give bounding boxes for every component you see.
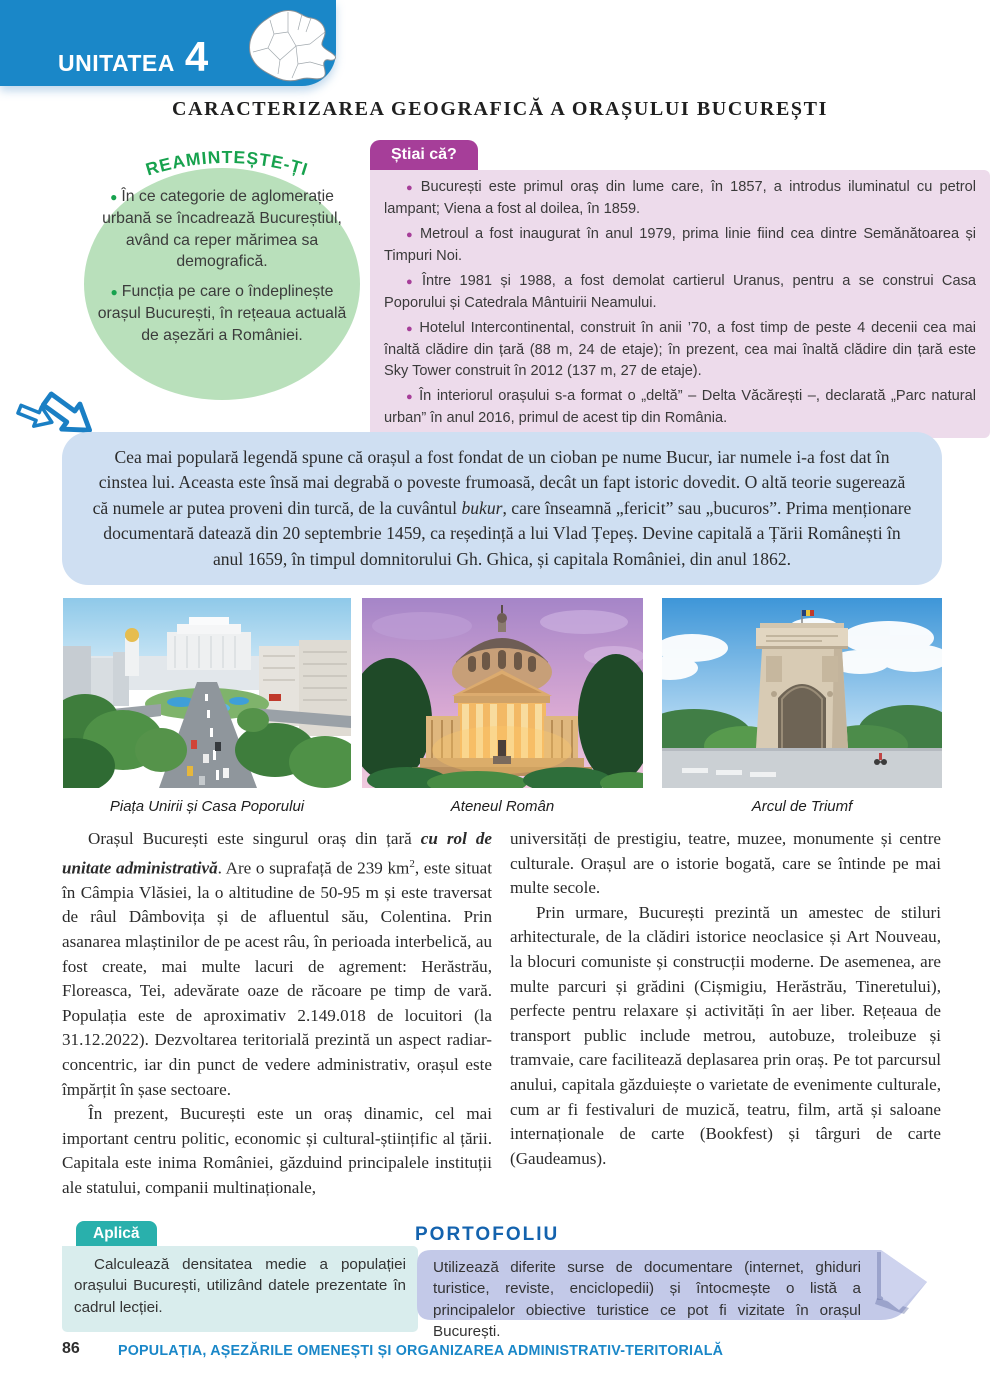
unit-title — [58, 33, 209, 80]
photo-arcul-de-triumf — [662, 598, 942, 788]
page-title: CARACTERIZAREA GEOGRAFICĂ A ORAȘULUI BUCUREȘTI — [172, 98, 828, 120]
portfolio-heading: PORTOFOLIU — [415, 1224, 560, 1245]
did-you-know-item: ● București este primul oraș din lume care, în 1857, a introdus iluminatul cu petrol lampant; Viena a fost al doilea, în 1859. — [384, 179, 976, 217]
apply-text: Calculează densitatea medie a populației orașului București, utilizând datele prezentate în cadrul lecției. — [74, 1256, 406, 1316]
romania-map-icon — [240, 4, 340, 88]
photo-piata-unirii — [63, 598, 351, 788]
paragraph-intro: Orașul București este singurul oraș din țară cu rol de unitate administrativă. Are o suprafață de 239 $km^2$, este situat în Câmpia Vlăsiei, la o altitudine de 50-95 m și este traversat de râul Dâmbovița și de afluentul său, Colentina. Prin asanarea mlaștinilor de pe acest râu, în perioada interbelică, au fost create, mai multe lacuri de agrement: Herăstrău, Floreasca, Tei, adevărate oaze de răcoare pe timp de vară. Populația este de aproximativ 2.149.018 de locuitori (la 31.12.2022). Dezvoltarea teritorială prezintă un aspect radiar-concentric, iar din punct de vedere administrativ, orașul este împărțit în șase sectoare. — [62, 829, 492, 1099]
paragraph: Prin urmare, București prezintă un amestec de stiluri arhitecturale, de la clădiri istorice neoclasice și Art Nouveau, la blocuri comuniste și construcții moderne. De asemenea, are multe parcuri și grădini (Cișmigiu, Herăstrău, Tineretului), perfecte pentru relaxare și activități în aer liber. Rețeaua de transport public include metrou, autobuze, troleibuze și tramvaie, care facilitează deplasarea prin oraș. Pe tot parcursul anului, capitala găzduiește o varietate de evenimente culturale, cum ar fi festivaluri de muzică, teatru, film, artă și saloane internaționale de carte (Bookfest) și târguri de carte (Gaudeamus). — [510, 902, 941, 1168]
photo-caption: Piața Unirii și Casa Poporului — [109, 798, 305, 815]
apply-panel — [62, 1246, 418, 1332]
remember-item: ● Funcția pe care o îndeplinește orașul București, în rețeaua actuală de așezări a României. — [97, 283, 347, 344]
remember-title: REAMINTEȘTE-ȚI — [143, 146, 311, 180]
legend-text: Cea mai populară legendă spune că orașul a fost fondat de un cioban pe nume Bucur, iar numele i-a fost dat în cinstea lui. Aceasta este însă mai degrabă o poveste frumoasă, decât un fapt istoric dovedit. O altă teorie sugerează că numele ar putea proveni din turcă, de la cuvântul bukur, care înseamnă „fericit” sau „bucuros”. Prima menționare documentară datează din 20 septembrie 1459, ca reședință a lui Vlad Țepeș. Devine capitală a Țării Românești în anul 1659, în timpul domnitorului Gh. Ghica, și capitala României, din anul 1862. — [92, 446, 912, 569]
photo-caption: Ateneul Român — [450, 798, 555, 815]
footer-page-number: 86 — [62, 1340, 80, 1357]
article-column-left — [62, 827, 492, 1201]
apply-tab: Aplică — [76, 1221, 157, 1246]
bullet-icon: ● — [406, 182, 416, 194]
unit-label: UNITATEA — [58, 50, 175, 76]
bullet-icon: ● — [406, 276, 417, 288]
footer-chapter-title: POPULAȚIA, AȘEZĂRILE OMENEȘTI ȘI ORGANIZAREA ADMINISTRATIV-TERITORIALĂ — [118, 1343, 724, 1359]
bullet-icon: ● — [406, 229, 415, 241]
remember-list — [96, 186, 348, 355]
svg-text:REAMINTEȘTE-ȚI — [143, 147, 310, 180]
bullet-icon: ● — [110, 190, 118, 204]
unit-banner — [0, 0, 336, 86]
did-you-know-item: ● Metroul a fost inaugurat în anul 1979, prima linie fiind cea dintre Semănătoarea și Timpuri Noi. — [384, 226, 976, 264]
bullet-icon: ● — [406, 391, 415, 403]
did-you-know-item: ● În interiorul orașului s-a format o „deltă” – Delta Văcărești –, declarată „Parc natural urban” în anul 2016, primul de acest tip din România. — [384, 388, 976, 426]
paragraph: În prezent, București este un oraș dinamic, cel mai important centru politic, economic și cultural-științific al țării. Capitala este inima României, găzduind principalele instituții ale statului, companii multinaționale, — [62, 1104, 492, 1197]
portfolio-text: Utilizează diferite surse de documentare (internet, ghiduri turistice, reviste, enciclopedii) și întocmește o listă a principalelor obiective turistice ce pot fi vizitate în orașul București. — [433, 1259, 861, 1341]
article-column-right — [510, 827, 941, 1171]
photo-ateneul-roman — [362, 598, 643, 788]
bullet-icon: ● — [406, 323, 415, 335]
did-you-know-panel — [370, 170, 990, 438]
did-you-know-item: ● Hotelul Intercontinental, construit în anii ’70, a fost timp de peste 4 decenii cea mai înaltă clădire din țară (88 m, 24 de etaje); în prezent, cea mai înaltă clădire din țară este Sky Tower construit în 2012 (137 m, 27 de etaje). — [384, 320, 976, 379]
legend-callout — [62, 432, 942, 585]
remember-item: ● În ce categorie de aglomerație urbană se încadrează Bucureștiul, având ca reper mărimea sa demografică. — [102, 188, 342, 270]
photo-caption: Arcul de Triumf — [751, 798, 853, 815]
did-you-know-tab: Știai că? — [370, 140, 478, 170]
bullet-icon: ● — [110, 285, 118, 300]
paragraph-continuation: universități de prestigiu, teatre, muzee, monumente și centre culturale. Orașul are o istorie bogată, care se întinde pe mai multe secole. — [510, 829, 941, 898]
did-you-know-item: ● Între 1981 și 1988, a fost demolat cartierul Uranus, pentru a se construi Casa Poporului și Catedrala Mântuirii Neamului. — [384, 273, 976, 311]
unit-number: 4 — [184, 33, 209, 80]
